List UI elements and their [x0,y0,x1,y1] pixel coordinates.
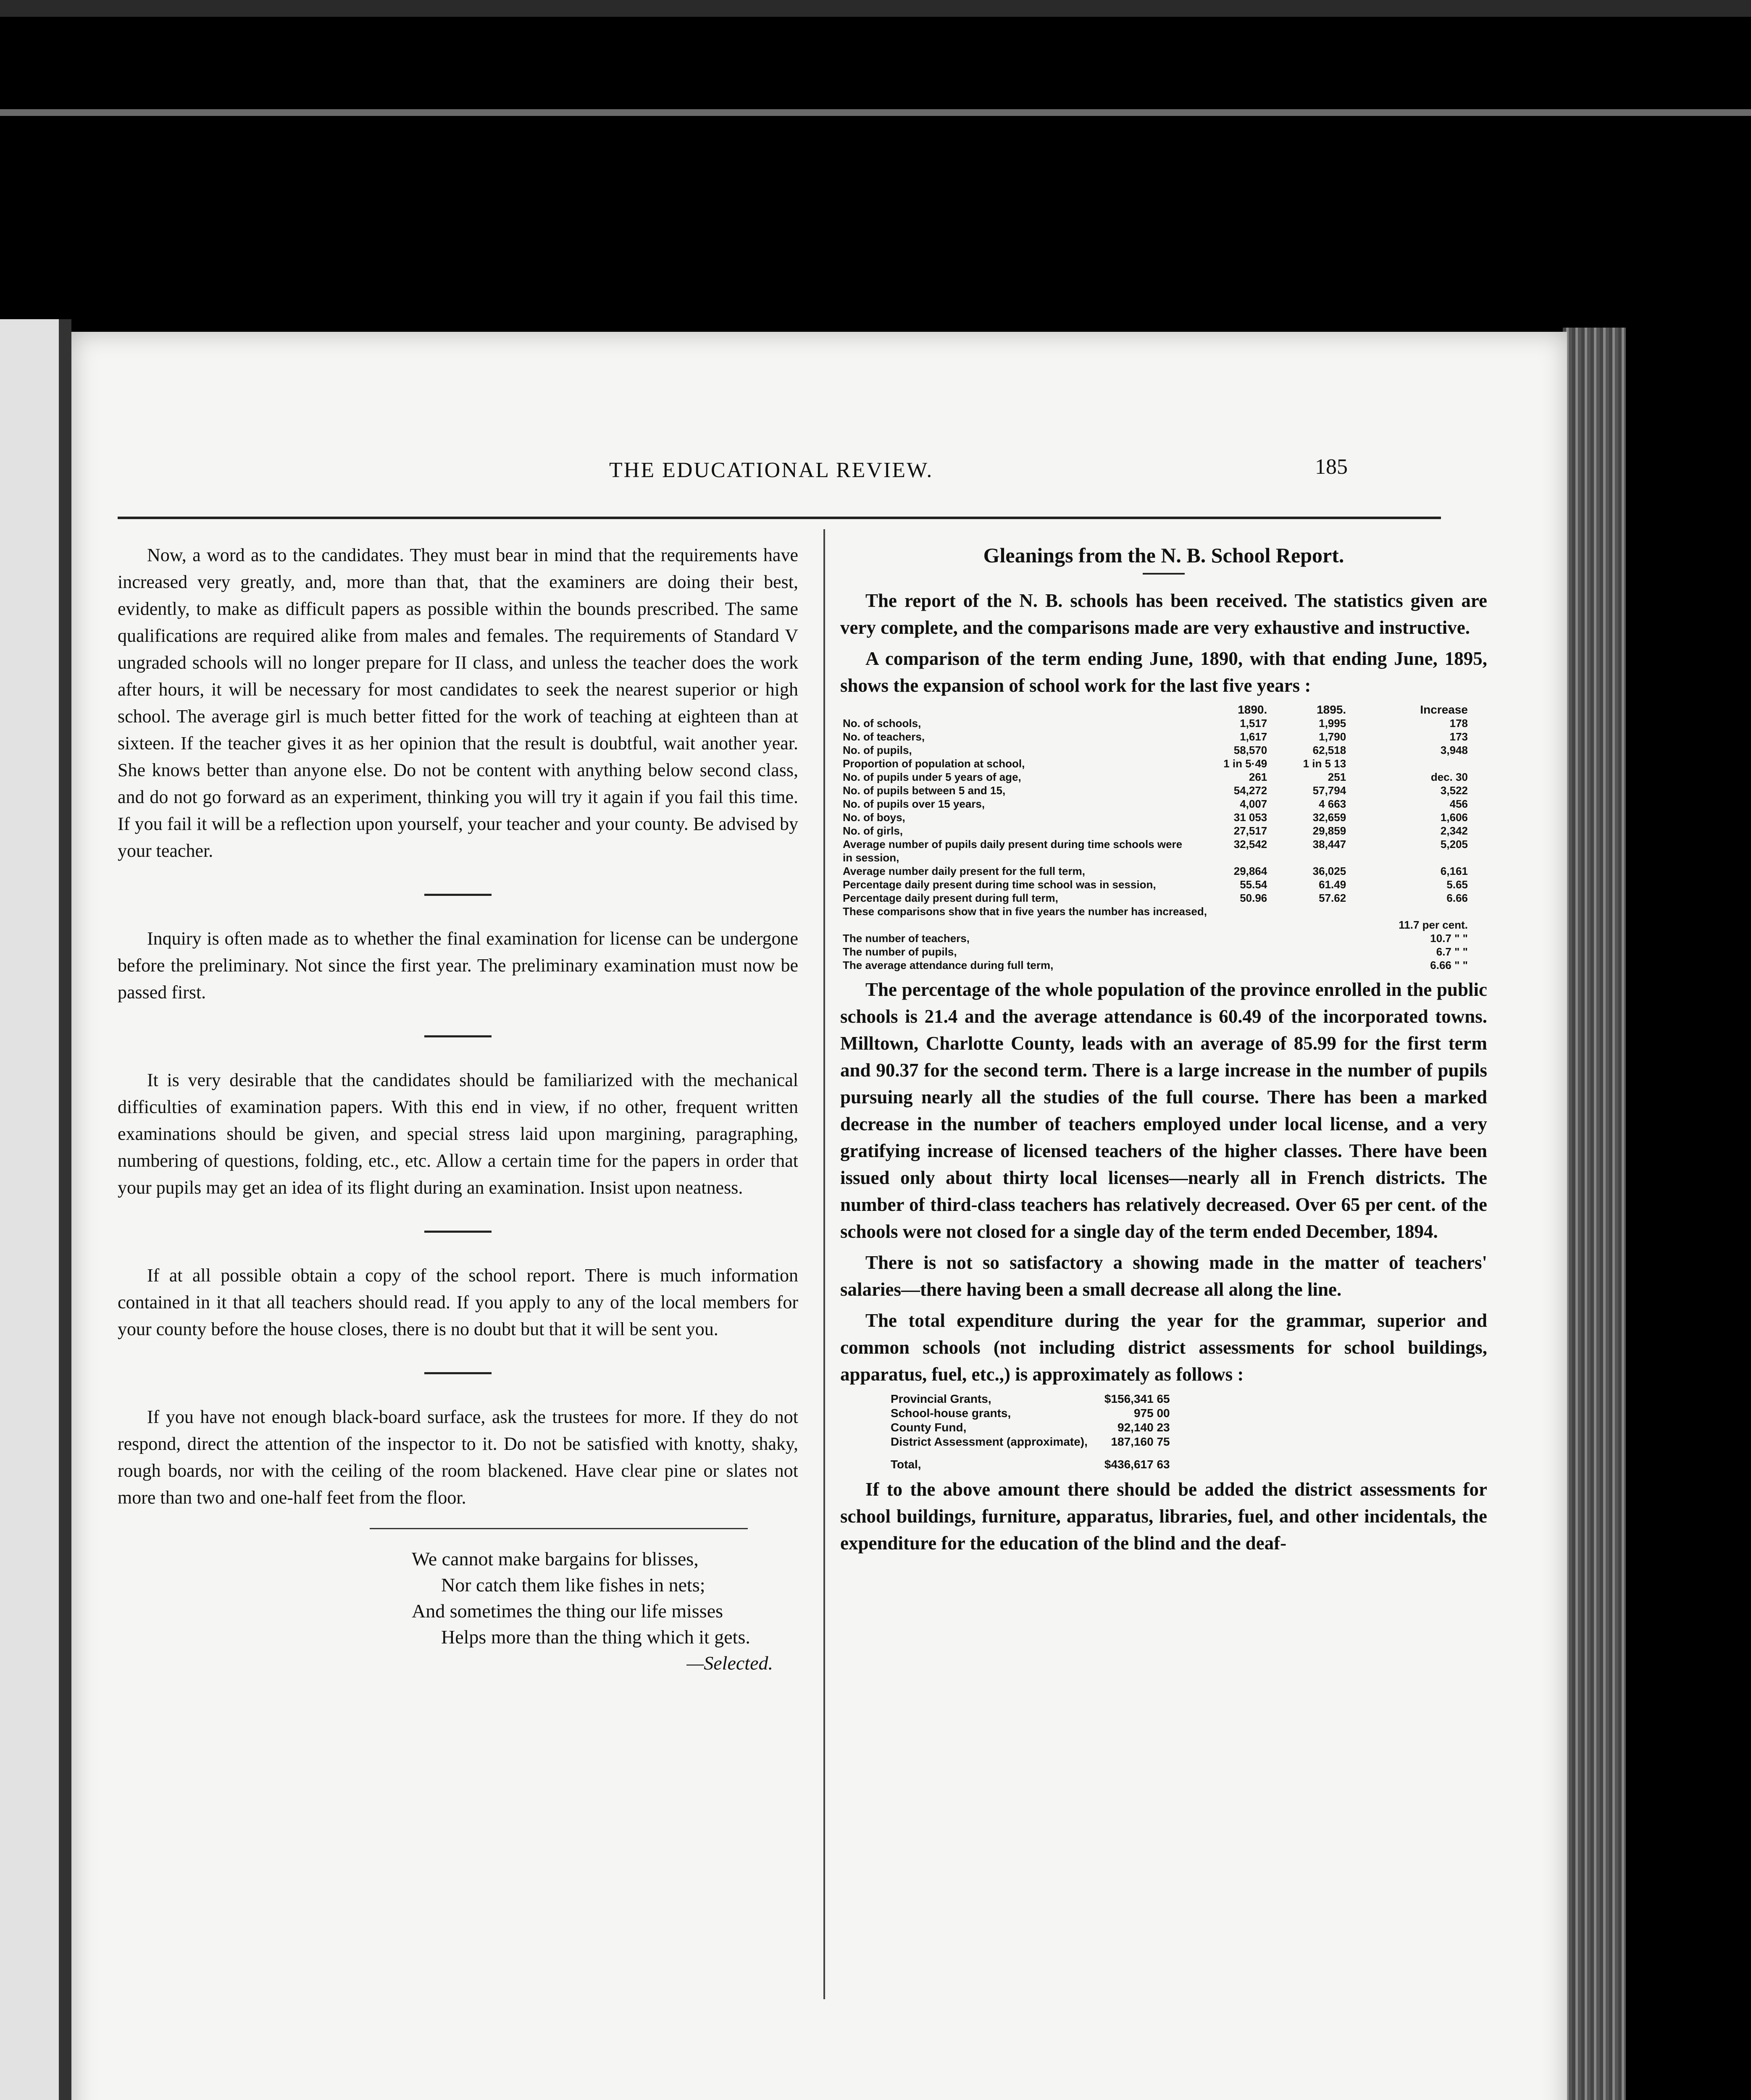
cell-value: 6.66 [1446,892,1468,904]
paragraph: If to the above amount there should be added the district assessments for school buildings, furniture, apparatus, libraries, fuel, and other incidentals, the expenditure for the education of the blind and the deaf- [840,1479,1487,1554]
cell-value: 1 in 5·49 [1223,757,1267,770]
header-rule [118,517,1441,519]
cell-value: 92,140 23 [1117,1421,1170,1434]
cell-value: 58,570 [1233,744,1267,756]
cell-value: 38,447 [1312,838,1346,850]
cell-value: 5.65 [1446,878,1468,891]
film-border-top [0,0,1751,17]
running-title: THE EDUCATIONAL REVIEW. [609,458,933,482]
cell-value: 6,161 [1440,865,1468,877]
row-label: No. of girls, [843,824,903,837]
paragraph: Now, a word as to the candidates. They must bear in mind that the requirements have increased very greatly, and, more than that, that the examiners are doing their best, evidently, to make as difficult papers as possible within the bounds prescribed. The same qualifications are required alike from males and females. The requirements of Standard V ungraded schools will no longer prepare for II class, and unless the teacher does the work after hours, it will be necessary for most candidates to seek the nearest superior or high school. The average girl is much better fitted for the work of teaching at eighteen than at sixteen. If the teacher gives it as her opinion that the result is doubtful, wait another year. She knows better than anyone else. Do not be content with anything below second class, and do not go forward as an experiment, thinking you will try it again if you fail this time. If you fail it will be a reflection upon yourself, your teacher and your county. Be advised by your teacher. [118,545,798,861]
cell-value: 975 00 [1133,1407,1170,1420]
column-header: 1895. [1317,703,1346,716]
poem-line: We cannot make bargains for blisses, [412,1548,699,1570]
cell-value: 3,948 [1440,744,1468,756]
paragraph: The percentage of the whole population of the province enrolled in the public schools is 21.4 and the average attendance is 60.49 of the incorporated towns. Milltown, Charlotte County, leads with an average of 85.99 for the first term and 90.37 for the second term. There is a large increase in the number of pupils pursuing nearly all the studies of the full course. There has been a marked decrease in the number of teachers employed under local license, and a very gratifying increase of licensed teachers of the higher classes. There have been issued only about thirty local licenses—nearly all in French districts. The number of third-class teachers has relatively decreased. Over 65 per cent. of the schools were not closed for a single day of the term ended December, 1894. [840,979,1487,1242]
book-page-stack [1563,328,1626,2100]
table-row [840,932,1470,945]
cell-value [1349,757,1470,770]
row-label: No. of schools, [843,717,921,730]
cell-value: 27,517 [1233,824,1267,837]
cell-value: 1,995 [1319,717,1346,730]
cell-value: 11.7 per cent. [1399,919,1468,931]
table-header-row [840,703,1470,717]
section-separator [424,894,492,896]
table-row [840,878,1470,891]
paragraph: It is very desirable that the candidates should be familiarized with the mechanical difficulties of examination papers. With this end in view, if no other, frequent written examinations should be given, and special stress laid upon margining, paragraphing, numbering of questions, folding, etc., etc. Allow a certain time for the papers in order that your pupils may get an idea of its flight during an examination. Insist upon neatness. [118,1070,798,1198]
row-label: No. of pupils over 15 years, [843,798,985,810]
cell-value: 4 663 [1319,798,1346,810]
cell-value: 5,205 [1440,838,1468,850]
poem-source: —Selected. [686,1652,773,1674]
table-row [840,891,1470,905]
table-row [840,784,1470,797]
section-separator [424,1372,492,1374]
cell-value: 2,342 [1440,824,1468,837]
cell-value: 57,794 [1312,784,1346,797]
total-row [882,1449,1178,1472]
cell-value: 456 [1449,798,1468,810]
cell-value: 31 053 [1233,811,1267,824]
table-row [840,905,1470,918]
cell-value: 1 in 5 13 [1303,757,1346,770]
cell-value: 36,025 [1312,865,1346,877]
page-header [71,455,1567,491]
table-row [840,918,1470,932]
cell-value: 61.49 [1319,878,1346,891]
cell-value: 4,007 [1240,798,1267,810]
page-number: 185 [1315,455,1348,479]
poem-line: Helps more than the thing which it gets. [441,1626,750,1648]
table-row [840,797,1470,811]
cell-value: 1,790 [1319,730,1346,743]
row-label: No. of pupils, [843,744,912,756]
scanned-page [71,332,1567,2100]
right-column [840,542,1487,1561]
row-label: District Assessment (approximate), [891,1435,1088,1448]
cell-value: 3,522 [1440,784,1468,797]
row-label: County Fund, [891,1421,967,1434]
poem [412,1546,798,1676]
table-row [840,945,1470,958]
row-label: No. of pupils between 5 and 15, [843,784,1006,797]
row-label: No. of teachers, [843,730,925,743]
row-label: Provincial Grants, [891,1392,991,1405]
comparison-intro: These comparisons show that in five years the number has increased, [843,905,1207,918]
poem-line: Nor catch them like fishes in nets; [441,1574,705,1596]
cell-value: 261 [1249,771,1267,783]
paragraph: If at all possible obtain a copy of the school report. There is much information contained in it that all teachers should read. If you apply to any of the local members for your county before the house closes, there is no doubt but that it will be sent you. [118,1265,798,1339]
article-heading: Gleanings from the N. B. School Report. [983,543,1344,567]
cell-value: 1,606 [1440,811,1468,824]
cell-value: 6.66 " " [1430,959,1468,971]
table-row [840,743,1470,757]
row-label: Average number daily present for the full term, [843,865,1085,877]
column-header: Increase [1420,703,1468,716]
table-row [840,717,1470,730]
table-row [840,811,1470,824]
cell-value: 55.54 [1240,878,1267,891]
paragraph: The total expenditure during the year for the grammar, superior and common schools (not including district assessments for school buildings, apparatus, fuel, etc.,) is approximately as follows : [840,1310,1487,1385]
cell-value: 187,160 75 [1111,1435,1170,1448]
table-row [840,824,1470,837]
film-edge [0,109,1751,116]
cell-value: 178 [1449,717,1468,730]
table-row [882,1435,1178,1449]
expenditure-body [882,1392,1178,1449]
section-separator [424,1231,492,1233]
total-amount: $436,617 63 [1104,1458,1170,1471]
row-label: No. of boys, [843,811,905,824]
cell-value: 62,518 [1312,744,1346,756]
section-separator [424,1035,492,1037]
cell-value: 29,859 [1312,824,1346,837]
cell-value: 10.7 " " [1430,932,1468,945]
row-label: Average number of pupils daily present during time schools were in session, [843,838,1183,864]
cell-value: $156,341 65 [1104,1392,1170,1405]
heading-rule [1143,573,1185,575]
table-row [840,864,1470,878]
cell-value: 54,272 [1233,784,1267,797]
row-label: School-house grants, [891,1407,1011,1420]
row-label: No. of pupils under 5 years of age, [843,771,1021,783]
cell-value: dec. 30 [1430,771,1468,783]
row-label: The number of pupils, [843,945,957,958]
statistics-table [840,703,1470,972]
cell-value: 57.62 [1319,892,1346,904]
row-label: The number of teachers, [843,932,970,945]
column-header: 1890. [1238,703,1267,716]
row-label: Percentage daily present during full term, [843,892,1058,904]
table-row [840,757,1470,770]
paragraph: Inquiry is often made as to whether the final examination for license can be undergone before the preliminary. Not since the first year. The preliminary examination must now be passed first. [118,928,798,1003]
total-label: Total, [891,1458,921,1471]
cell-value: 173 [1449,730,1468,743]
table-row [882,1420,1178,1435]
row-label: The average attendance during full term, [843,959,1054,971]
cell-value: 32,659 [1312,811,1346,824]
table-row [840,837,1470,864]
facing-page-edge [0,319,71,2100]
poem-line: And sometimes the thing our life misses [412,1600,723,1622]
cell-value: 29,864 [1233,865,1267,877]
cell-value: 1,517 [1240,717,1267,730]
statistics-body [840,717,1470,905]
expenditure-table [882,1392,1178,1472]
poem-rule [370,1528,748,1529]
column-divider [823,529,825,1999]
row-label: Proportion of population at school, [843,757,1025,770]
cell-value: 1,617 [1240,730,1267,743]
paragraph: The report of the N. B. schools has been received. The statistics given are very complete, and the comparisons made are very exhaustive and instructive. [840,590,1487,638]
row-label [840,918,1349,932]
paragraph: A comparison of the term ending June, 1890, with that ending June, 1895, shows the expansion of school work for the last five years : [840,648,1487,696]
cell-value: 50.96 [1240,892,1267,904]
cell-value: 32,542 [1233,838,1267,850]
left-column [118,542,798,1676]
table-row [840,958,1470,972]
table-row [882,1392,1178,1406]
row-label: Percentage daily present during time school was in session, [843,878,1156,891]
comparison-body [840,918,1470,972]
paragraph: If you have not enough black-board surface, ask the trustees for more. If they do not respond, direct the attention of the inspector to it. Do not be satisfied with knotty, shaky, rough boards, nor with the ceiling of the room blackened. Have clear pine or slates not more than two and one-half feet from the floor. [118,1407,798,1508]
table-row [882,1406,1178,1420]
table-row [840,770,1470,784]
table-row [840,730,1470,743]
cell-value: 251 [1328,771,1346,783]
cell-value: 6.7 " " [1436,945,1468,958]
paragraph: There is not so satisfactory a showing made in the matter of teachers' salaries—there having been a small decrease all along the line. [840,1252,1487,1300]
